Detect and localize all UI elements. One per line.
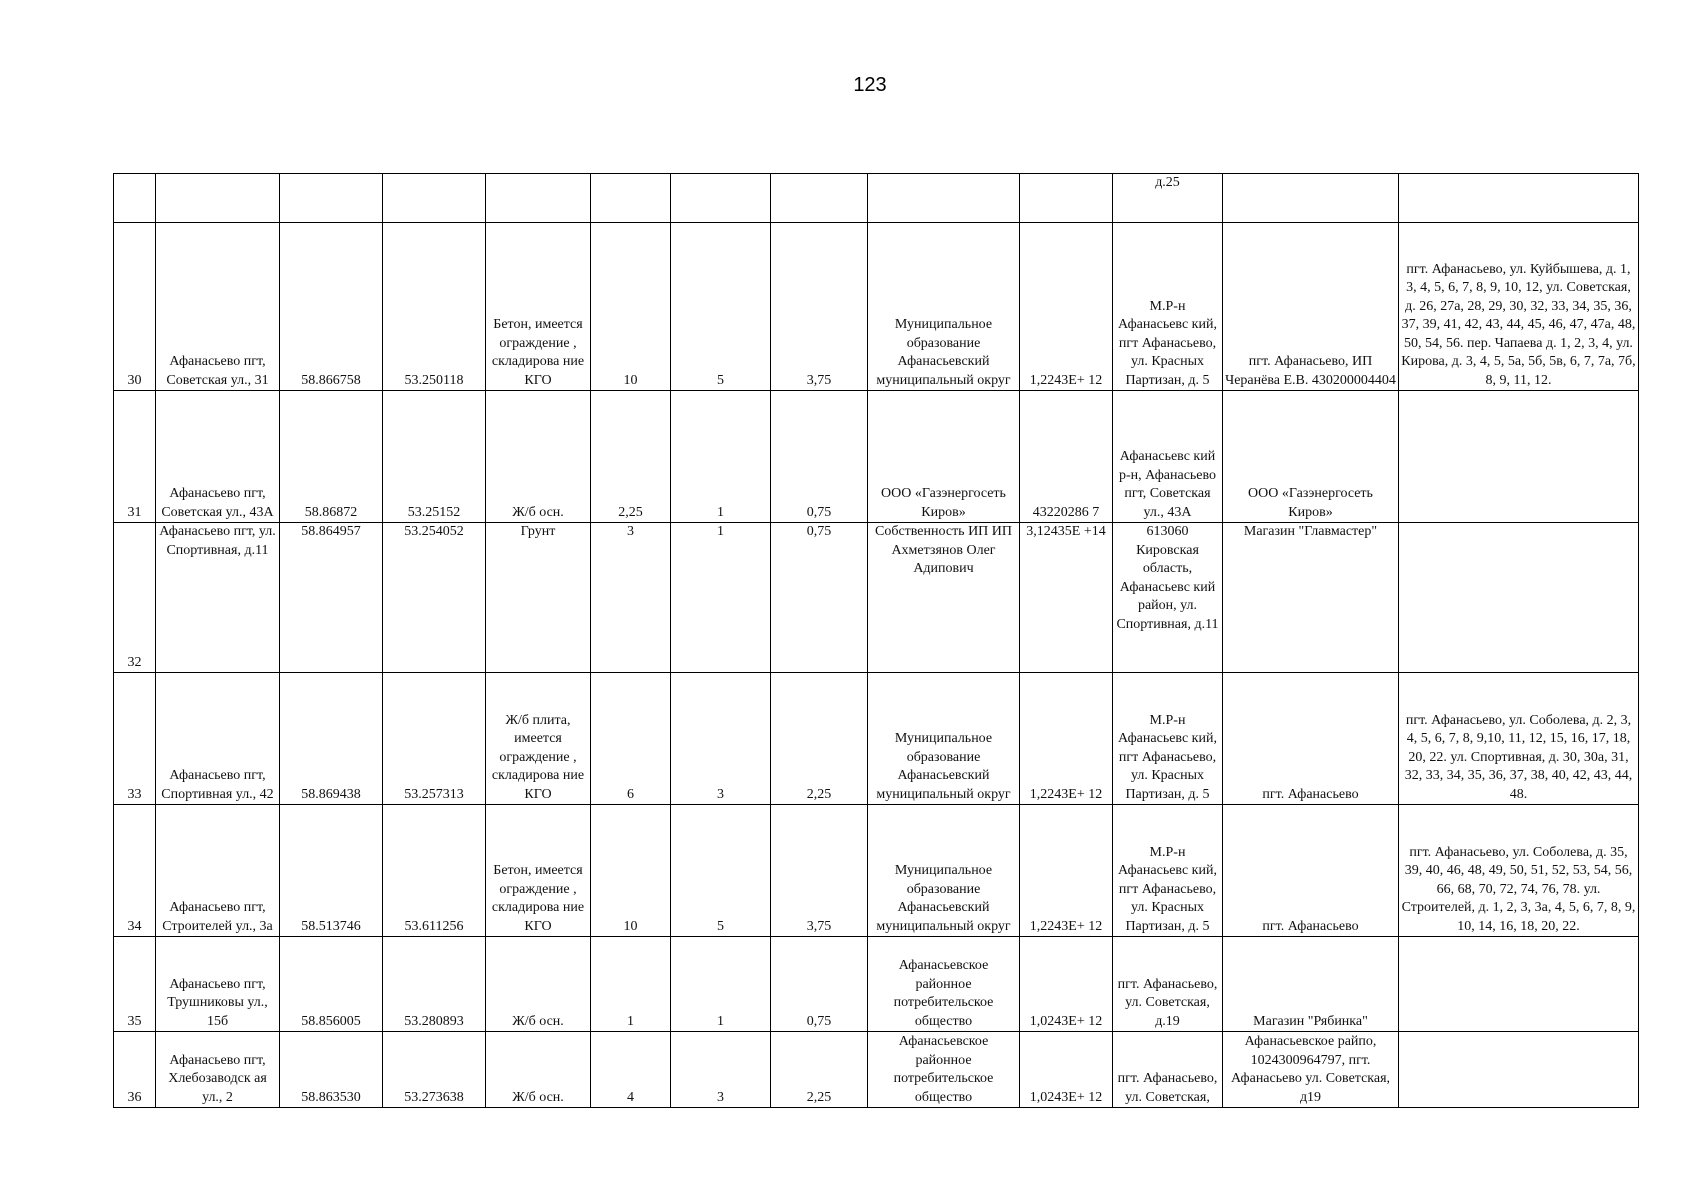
- legal-address-cell: Афанасьевс кий р-н, Афанасьево пгт, Советская ул., 43А: [1113, 391, 1223, 523]
- inn-cell: 1,0243E+ 12: [1020, 937, 1113, 1032]
- owner-cell: Муниципальное образование Афанасьевский муниципальный округ: [868, 673, 1020, 805]
- address-cell: Афанасьево пгт, Строителей ул., 3а: [156, 805, 280, 937]
- owner-cell: Афанасьевское районное потребительское общество: [868, 937, 1020, 1032]
- waste-source-cell: пгт. Афанасьево: [1223, 805, 1399, 937]
- latitude-cell: 58.864957: [280, 523, 383, 673]
- table-row: [114, 391, 1639, 523]
- address-cell: Афанасьево пгт, ул. Спортивная, д.11: [156, 523, 280, 673]
- longitude-cell: 53.280893: [383, 937, 486, 1032]
- legal-address-cell: 613060 Кировская область, Афанасьевс кий район, ул. Спортивная, д.11: [1113, 523, 1223, 673]
- address-cell: Афанасьево пгт, Спортивная ул., 42: [156, 673, 280, 805]
- row-number: 31: [114, 391, 156, 523]
- area-cell: 1: [591, 937, 671, 1032]
- waste-source-cell: Магазин "Рябинка": [1223, 937, 1399, 1032]
- row-number: 34: [114, 805, 156, 937]
- longitude-cell: 53.25152: [383, 391, 486, 523]
- containers-cell: 1: [671, 523, 771, 673]
- latitude-cell: 58.866758: [280, 223, 383, 391]
- legal-address-cell: М.Р-н Афанасьевс кий, пгт Афанасьево, ул. Красных Партизан, д. 5: [1113, 805, 1223, 937]
- volume-cell: 0,75: [771, 937, 868, 1032]
- volume-cell: 2,25: [771, 1032, 868, 1108]
- area-cell: 6: [591, 673, 671, 805]
- volume-cell: 0,75: [771, 391, 868, 523]
- served-objects-cell: пгт. Афанасьево, ул. Куйбышева, д. 1, 3, 4, 5, 6, 7, 8, 9, 10, 12, ул. Советская, д. 26, 27а, 28, 29, 30, 32, 33, 34, 35, 36, 37, 39, 41, 42, 43, 44, 45, 46, 47, 47а, 48, 50, 54, 56. пер. Чапаева д. 1, 2, 3, 4, ул. Кирова, д. 3, 4, 5, 5а, 5б, 5в, 6, 7, 7а, 7б, 8, 9, 11, 12.: [1399, 223, 1639, 391]
- address-cell: Афанасьево пгт, Советская ул., 31: [156, 223, 280, 391]
- containers-cell: 5: [671, 223, 771, 391]
- longitude-cell: 53.257313: [383, 673, 486, 805]
- volume-cell: 2,25: [771, 673, 868, 805]
- area-cell: 10: [591, 805, 671, 937]
- surface-cell: Грунт: [486, 523, 591, 673]
- table-row: [114, 523, 1639, 673]
- waste-source-cell: Магазин "Главмастер": [1223, 523, 1399, 673]
- legal-address-cell: пгт. Афанасьево, ул. Советская,: [1113, 1032, 1223, 1108]
- served-objects-cell: пгт. Афанасьево, ул. Соболева, д. 35, 39, 40, 46, 48, 49, 50, 51, 52, 53, 54, 56, 66, 68, 70, 72, 74, 76, 78. ул. Строителей, д. 1, 2, 3, 3а, 4, 5, 6, 7, 8, 9, 10, 14, 16, 18, 20, 22.: [1399, 805, 1639, 937]
- legal-address-cell: М.Р-н Афанасьевс кий, пгт Афанасьево, ул. Красных Партизан, д. 5: [1113, 223, 1223, 391]
- table-row: [114, 937, 1639, 1032]
- inn-cell: 1,2243E+ 12: [1020, 673, 1113, 805]
- latitude-cell: 58.856005: [280, 937, 383, 1032]
- volume-cell: 3,75: [771, 223, 868, 391]
- waste-source-cell: [1223, 174, 1399, 223]
- containers-cell: 5: [671, 805, 771, 937]
- owner-cell: Муниципальное образование Афанасьевский муниципальный округ: [868, 805, 1020, 937]
- table-row: [114, 174, 1639, 223]
- containers-cell: [671, 174, 771, 223]
- table-row: [114, 805, 1639, 937]
- address-cell: Афанасьево пгт, Хлебозаводск ая ул., 2: [156, 1032, 280, 1108]
- address-cell: Афанасьево пгт, Трушниковы ул., 15б: [156, 937, 280, 1032]
- row-number: [114, 174, 156, 223]
- inn-cell: [1020, 174, 1113, 223]
- waste-source-cell: ООО «Газэнергосеть Киров»: [1223, 391, 1399, 523]
- volume-cell: 0,75: [771, 523, 868, 673]
- surface-cell: Ж/б осн.: [486, 937, 591, 1032]
- longitude-cell: [383, 174, 486, 223]
- owner-cell: Афанасьевское районное потребительское общество: [868, 1032, 1020, 1108]
- served-objects-cell: [1399, 174, 1639, 223]
- inn-cell: 1,2243E+ 12: [1020, 223, 1113, 391]
- surface-cell: [486, 174, 591, 223]
- row-number: 32: [114, 523, 156, 673]
- longitude-cell: 53.250118: [383, 223, 486, 391]
- area-cell: [591, 174, 671, 223]
- surface-cell: Ж/б осн.: [486, 391, 591, 523]
- latitude-cell: 58.869438: [280, 673, 383, 805]
- waste-source-cell: пгт. Афанасьево, ИП Черанёва Е.В. 430200004404: [1223, 223, 1399, 391]
- address-cell: Афанасьево пгт, Советская ул., 43А: [156, 391, 280, 523]
- served-objects-cell: [1399, 391, 1639, 523]
- inn-cell: 43220286 7: [1020, 391, 1113, 523]
- legal-address-cell: пгт. Афанасьево, ул. Советская, д.19: [1113, 937, 1223, 1032]
- served-objects-cell: [1399, 523, 1639, 673]
- longitude-cell: 53.273638: [383, 1032, 486, 1108]
- row-number: 33: [114, 673, 156, 805]
- row-number: 35: [114, 937, 156, 1032]
- owner-cell: ООО «Газэнергосеть Киров»: [868, 391, 1020, 523]
- containers-cell: 1: [671, 391, 771, 523]
- registry-table: [113, 173, 1639, 1108]
- waste-source-cell: пгт. Афанасьево: [1223, 673, 1399, 805]
- containers-cell: 1: [671, 937, 771, 1032]
- inn-cell: 1,0243E+ 12: [1020, 1032, 1113, 1108]
- row-number: 30: [114, 223, 156, 391]
- area-cell: 4: [591, 1032, 671, 1108]
- volume-cell: 3,75: [771, 805, 868, 937]
- owner-cell: Муниципальное образование Афанасьевский муниципальный округ: [868, 223, 1020, 391]
- surface-cell: Ж/б плита, имеется ограждение , складирова ние КГО: [486, 673, 591, 805]
- latitude-cell: 58.513746: [280, 805, 383, 937]
- table-row: [114, 1032, 1639, 1108]
- address-cell: [156, 174, 280, 223]
- owner-cell: Собственность ИП ИП Ахметзянов Олег Адипович: [868, 523, 1020, 673]
- volume-cell: [771, 174, 868, 223]
- table-row: [114, 673, 1639, 805]
- legal-address-cell: д.25: [1113, 174, 1223, 223]
- page-number: 123: [853, 74, 887, 96]
- inn-cell: 1,2243E+ 12: [1020, 805, 1113, 937]
- surface-cell: Бетон, имеется ограждение , складирова ние КГО: [486, 223, 591, 391]
- containers-cell: 3: [671, 673, 771, 805]
- longitude-cell: 53.611256: [383, 805, 486, 937]
- latitude-cell: [280, 174, 383, 223]
- row-number: 36: [114, 1032, 156, 1108]
- waste-source-cell: Афанасьевское райпо, 1024300964797, пгт. Афанасьево ул. Советская, д19: [1223, 1032, 1399, 1108]
- latitude-cell: 58.86872: [280, 391, 383, 523]
- served-objects-cell: [1399, 1032, 1639, 1108]
- served-objects-cell: пгт. Афанасьево, ул. Соболева, д. 2, 3, 4, 5, 6, 7, 8, 9,10, 11, 12, 15, 16, 17, 18, 20, 22. ул. Спортивная, д. 30, 30а, 31, 32, 33, 34, 35, 36, 37, 38, 40, 42, 43, 44, 48.: [1399, 673, 1639, 805]
- area-cell: 10: [591, 223, 671, 391]
- area-cell: 3: [591, 523, 671, 673]
- area-cell: 2,25: [591, 391, 671, 523]
- table-row: [114, 223, 1639, 391]
- inn-cell: 3,12435E +14: [1020, 523, 1113, 673]
- containers-cell: 3: [671, 1032, 771, 1108]
- served-objects-cell: [1399, 937, 1639, 1032]
- latitude-cell: 58.863530: [280, 1032, 383, 1108]
- surface-cell: Ж/б осн.: [486, 1032, 591, 1108]
- legal-address-cell: М.Р-н Афанасьевс кий, пгт Афанасьево, ул. Красных Партизан, д. 5: [1113, 673, 1223, 805]
- owner-cell: [868, 174, 1020, 223]
- surface-cell: Бетон, имеется ограждение , складирова ние КГО: [486, 805, 591, 937]
- longitude-cell: 53.254052: [383, 523, 486, 673]
